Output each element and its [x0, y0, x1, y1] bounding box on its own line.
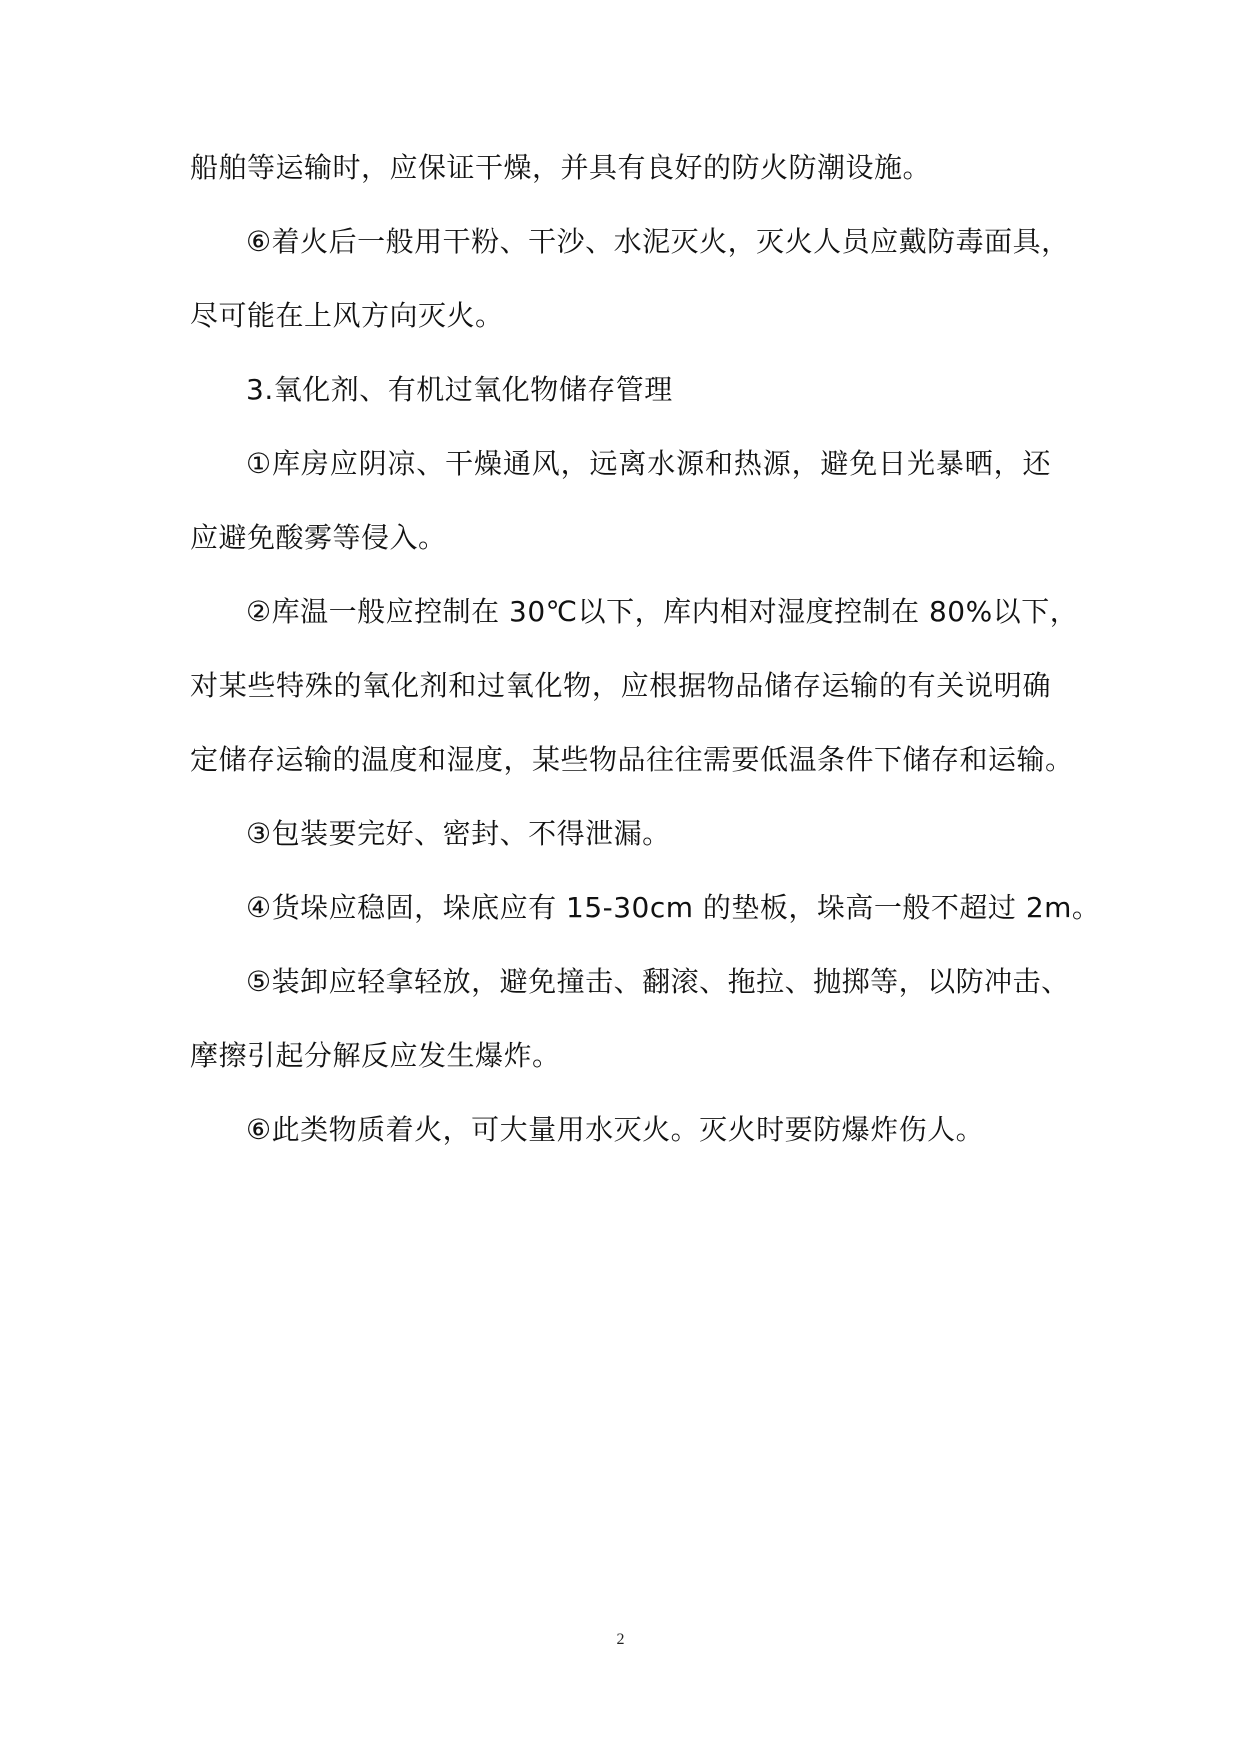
- text-line: ①库房应阴凉、干燥通风，远离水源和热源，避免日光暴晒，还: [246, 447, 1051, 480]
- text-line: ③包装要完好、密封、不得泄漏。: [246, 817, 671, 850]
- text-line: 尽可能在上风方向灭火。: [190, 299, 504, 332]
- text-line: 摩擦引起分解反应发生爆炸。: [190, 1039, 561, 1072]
- text-line: ②库温一般应控制在 30℃以下，库内相对湿度控制在 80%以下，: [246, 595, 1079, 628]
- text-line: ④货垛应稳固，垛底应有 15-30cm 的垫板，垛高一般不超过 2m。: [246, 891, 1101, 924]
- text-line: ⑥着火后一般用干粉、干沙、水泥灭火，灭火人员应戴防毒面具，: [246, 225, 1070, 258]
- text-line: 定储存运输的温度和湿度，某些物品往往需要低温条件下储存和运输。: [190, 743, 1074, 776]
- page-number: 2: [616, 1631, 625, 1648]
- text-line: ⑤装卸应轻拿轻放，避免撞击、翻滚、拖拉、抛掷等，以防冲击、: [246, 965, 1070, 998]
- text-line: 船舶等运输时，应保证干燥，并具有良好的防火防潮设施。: [190, 151, 932, 184]
- section-heading: 3.氧化剂、有机过氧化物储存管理: [246, 373, 673, 406]
- text-line: 应避免酸雾等侵入。: [190, 521, 447, 554]
- text-line: 对某些特殊的氧化剂和过氧化物，应根据物品储存运输的有关说明确: [190, 669, 1051, 702]
- text-line: ⑥此类物质着火，可大量用水灭火。灭火时要防爆炸伤人。: [246, 1113, 985, 1146]
